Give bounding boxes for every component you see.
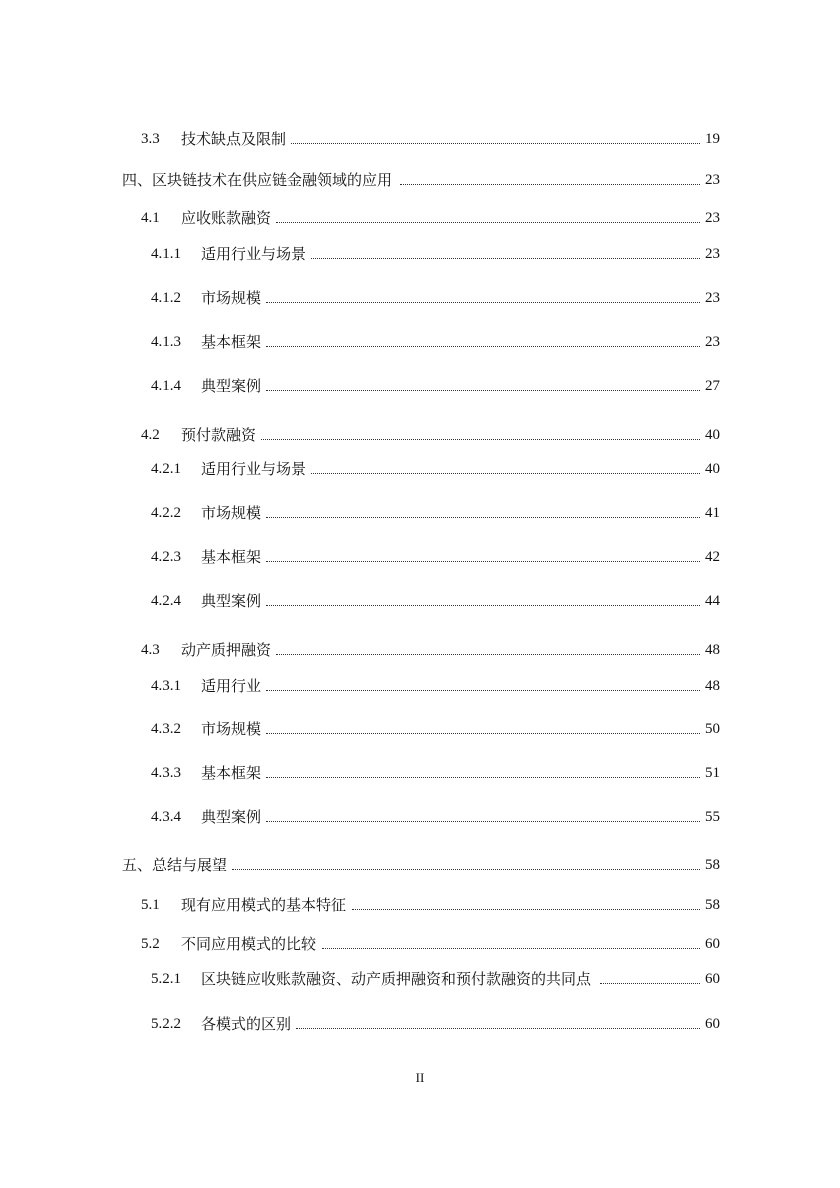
toc-section-title: 区块链应收账款融资、动产质押融资和预付款融资的共同点 bbox=[201, 966, 593, 992]
toc-dot-leader bbox=[352, 892, 700, 918]
toc-section-number: 4.3.1 bbox=[151, 678, 181, 694]
toc-section-number: 4.1 bbox=[141, 210, 160, 226]
toc-page-number: 44 bbox=[702, 588, 720, 614]
toc-section-title: 应收账款融资 bbox=[181, 205, 273, 231]
toc-entry[interactable] bbox=[0, 241, 840, 267]
toc-page-number: 27 bbox=[702, 373, 720, 399]
toc-dot-leader bbox=[291, 126, 700, 152]
toc-dot-leader bbox=[261, 422, 700, 448]
toc-page-number: 42 bbox=[702, 544, 720, 570]
toc-dot-leader bbox=[266, 329, 700, 355]
toc-page-number: 60 bbox=[702, 931, 720, 957]
toc-page-number: 48 bbox=[702, 673, 720, 699]
toc-section-title: 基本框架 bbox=[201, 329, 263, 355]
toc-dot-leader bbox=[266, 588, 700, 614]
toc-dot-leader bbox=[266, 544, 700, 570]
toc-entry[interactable] bbox=[0, 892, 840, 918]
toc-page-number: 60 bbox=[702, 966, 720, 992]
toc-section-number: 4.3 bbox=[141, 642, 160, 658]
toc-section-number: 4.1.3 bbox=[151, 334, 181, 350]
toc-dot-leader bbox=[266, 673, 700, 699]
toc-section-title: 技术缺点及限制 bbox=[181, 126, 288, 152]
toc-entry[interactable] bbox=[0, 716, 840, 742]
toc-section-title: 市场规模 bbox=[201, 716, 263, 742]
toc-entry[interactable] bbox=[0, 852, 840, 878]
toc-section-number: 4.3.4 bbox=[151, 809, 181, 825]
toc-section-title: 典型案例 bbox=[201, 588, 263, 614]
toc-section-number: 4.3.2 bbox=[151, 721, 181, 737]
toc-dot-leader bbox=[311, 456, 700, 482]
toc-entry[interactable] bbox=[0, 167, 840, 193]
toc-section-title: 市场规模 bbox=[201, 500, 263, 526]
toc-section-title: 市场规模 bbox=[201, 285, 263, 311]
toc-entry[interactable] bbox=[0, 126, 840, 152]
toc-section-number: 5.2.2 bbox=[151, 1016, 181, 1032]
toc-page-number: 40 bbox=[702, 456, 720, 482]
toc-section-title: 各模式的区别 bbox=[201, 1011, 293, 1037]
toc-entry[interactable] bbox=[0, 205, 840, 231]
toc-entry[interactable] bbox=[0, 966, 840, 992]
toc-page-number: 41 bbox=[702, 500, 720, 526]
toc-section-number: 5.2.1 bbox=[151, 971, 181, 987]
toc-dot-leader bbox=[266, 285, 700, 311]
toc-entry[interactable] bbox=[0, 673, 840, 699]
toc-section-title: 现有应用模式的基本特征 bbox=[181, 892, 348, 918]
toc-section-number: 4.2.1 bbox=[151, 461, 181, 477]
toc-entry[interactable] bbox=[0, 804, 840, 830]
toc-dot-leader bbox=[266, 760, 700, 786]
toc-section-number: 5.2 bbox=[141, 936, 160, 952]
toc-entry[interactable] bbox=[0, 500, 840, 526]
toc-dot-leader bbox=[600, 966, 700, 992]
page-footer-number: II bbox=[415, 1070, 425, 1085]
toc-page-number: 58 bbox=[702, 892, 720, 918]
toc-page-number: 60 bbox=[702, 1011, 720, 1037]
toc-dot-leader bbox=[266, 716, 700, 742]
toc-section-number: 3.3 bbox=[141, 131, 160, 147]
toc-section-title: 预付款融资 bbox=[181, 422, 258, 448]
toc-section-title: 适用行业 bbox=[201, 673, 263, 699]
toc-section-title: 动产质押融资 bbox=[181, 637, 273, 663]
toc-section-number: 4.2.3 bbox=[151, 549, 181, 565]
toc-page-number: 48 bbox=[702, 637, 720, 663]
toc-entry[interactable] bbox=[0, 931, 840, 957]
toc-section-number: 5.1 bbox=[141, 897, 160, 913]
toc-section-title: 适用行业与场景 bbox=[201, 456, 308, 482]
toc-page-number: 40 bbox=[702, 422, 720, 448]
toc-entry[interactable] bbox=[0, 588, 840, 614]
toc-entry[interactable] bbox=[0, 422, 840, 448]
toc-entry[interactable] bbox=[0, 637, 840, 663]
toc-page-number: 23 bbox=[702, 285, 720, 311]
toc-section-title: 不同应用模式的比较 bbox=[181, 931, 318, 957]
toc-dot-leader bbox=[311, 241, 700, 267]
toc-page-number: 23 bbox=[702, 241, 720, 267]
toc-section-number: 4.1.2 bbox=[151, 290, 181, 306]
toc-page-number: 55 bbox=[702, 804, 720, 830]
toc-page-number: 23 bbox=[702, 205, 720, 231]
toc-section-title: 典型案例 bbox=[201, 373, 263, 399]
toc-section-title: 适用行业与场景 bbox=[201, 241, 308, 267]
toc-section-title: 基本框架 bbox=[201, 760, 263, 786]
toc-section-number: 4.2.4 bbox=[151, 593, 181, 609]
toc-page-number: 23 bbox=[702, 167, 720, 193]
toc-section-title: 典型案例 bbox=[201, 804, 263, 830]
toc-dot-leader bbox=[296, 1011, 700, 1037]
toc-section-title: 五、总结与展望 bbox=[122, 852, 229, 878]
toc-page-number: 51 bbox=[702, 760, 720, 786]
toc-entry[interactable] bbox=[0, 760, 840, 786]
toc-entry[interactable] bbox=[0, 285, 840, 311]
toc-dot-leader bbox=[276, 637, 700, 663]
toc-section-title: 四、区块链技术在供应链金融领域的应用 bbox=[122, 167, 394, 193]
toc-section-number: 4.2.2 bbox=[151, 505, 181, 521]
toc-page-number: 23 bbox=[702, 329, 720, 355]
toc-section-number: 4.1.1 bbox=[151, 246, 181, 262]
toc-page-number: 58 bbox=[702, 852, 720, 878]
toc-entry[interactable] bbox=[0, 1011, 840, 1037]
toc-dot-leader bbox=[276, 205, 700, 231]
toc-dot-leader bbox=[232, 852, 700, 878]
toc-entry[interactable] bbox=[0, 329, 840, 355]
toc-dot-leader bbox=[266, 500, 700, 526]
toc-section-number: 4.3.3 bbox=[151, 765, 181, 781]
toc-page-number: 50 bbox=[702, 716, 720, 742]
toc-dot-leader bbox=[266, 804, 700, 830]
toc-entry[interactable] bbox=[0, 373, 840, 399]
toc-entry[interactable] bbox=[0, 544, 840, 570]
toc-section-title: 基本框架 bbox=[201, 544, 263, 570]
toc-section-number: 4.2 bbox=[141, 427, 160, 443]
toc-entry[interactable] bbox=[0, 456, 840, 482]
toc-dot-leader bbox=[266, 373, 700, 399]
toc-page-number: 19 bbox=[702, 126, 720, 152]
toc-dot-leader bbox=[400, 167, 700, 193]
toc-section-number: 4.1.4 bbox=[151, 378, 181, 394]
toc-dot-leader bbox=[322, 931, 700, 957]
